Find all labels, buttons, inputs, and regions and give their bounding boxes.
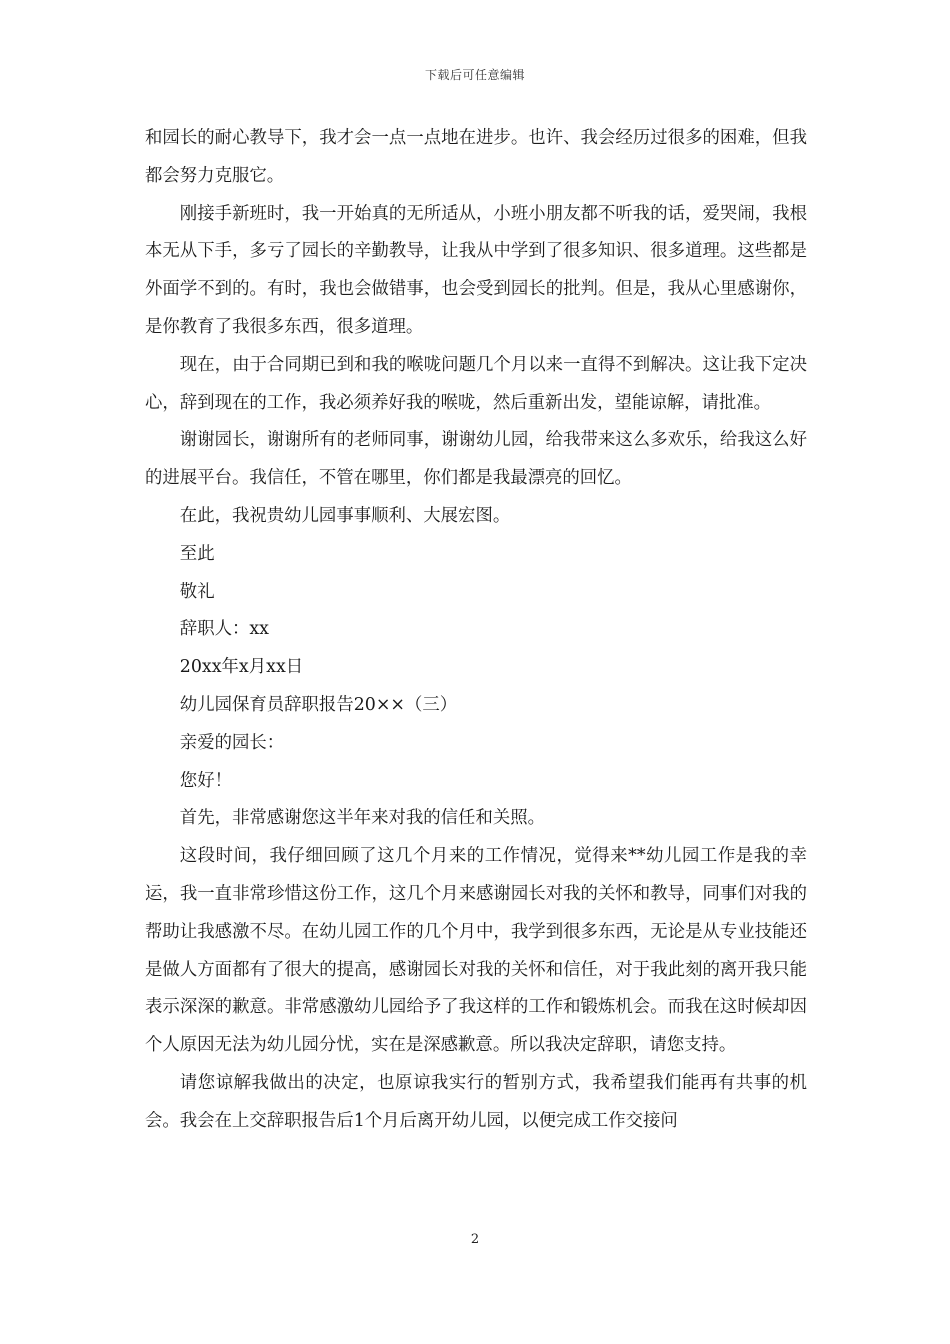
paragraph: 这段时间，我仔细回顾了这几个月来的工作情况，觉得来**幼儿园工作是我的幸运，我一直非常珍惜这份工作，这几个月来感谢园长对我的关怀和教导，同事们对我的帮助让我感激不尽。在幼儿园工作的几个月中，我学到很多东西，无论是从专业技能还是做人方面都有了很大的提高，感谢园长对我的关怀和信任，对于我此刻的离开我只能表示深深的歉意。非常感激幼儿园给予了我这样的工作和锻炼机会。而我在这时候却因个人原因无法为幼儿园分忧，实在是深感歉意。所以我决定辞职，请您支持。 bbox=[145, 846, 807, 1056]
paragraph: 请您谅解我做出的决定，也原谅我实行的暂别方式，我希望我们能再有共事的机会。我会在上交辞职报告后1个月后离开幼儿园，以便完成工作交接问 bbox=[145, 1072, 807, 1131]
paragraph: 谢谢园长，谢谢所有的老师同事，谢谢幼儿园，给我带来这么多欢乐，给我这么好的进展平台。我信任，不管在哪里，你们都是我最漂亮的回忆。 bbox=[145, 430, 807, 489]
closing-line: 至此 bbox=[179, 543, 215, 564]
paragraph: 在此，我祝贵幼儿园事事顺利、大展宏图。 bbox=[179, 505, 511, 526]
paragraph: 首先，非常感谢您这半年来对我的信任和关照。 bbox=[179, 808, 546, 829]
page-header: 下载后可任意编辑 bbox=[424, 68, 525, 82]
greeting-recipient: 亲爱的园长： bbox=[179, 732, 285, 753]
document-body bbox=[145, 120, 807, 1141]
paragraph: 和园长的耐心教导下，我才会一点一点地在进步。也许、我会经历过很多的困难，但我都会努力克服它。 bbox=[145, 128, 807, 186]
page-number: 2 bbox=[470, 1232, 480, 1247]
signature: 辞职人：xx bbox=[179, 619, 269, 640]
paragraph: 现在，由于合同期已到和我的喉咙问题几个月以来一直得不到解决。这让我下定决心，辞到现在的工作，我必须养好我的喉咙，然后重新出发，望能谅解，请批准。 bbox=[145, 354, 807, 413]
date-line: 20xx年x月xx日 bbox=[179, 657, 304, 678]
paragraph: 刚接手新班时，我一开始真的无所适从，小班小朋友都不听我的话，爱哭闹，我根本无从下手，多亏了园长的辛勤教导，让我从中学到了很多知识、很多道理。这些都是外面学不到的。有时，我也会做错事，也会受到园长的批判。但是，我从心里感谢你，是你教育了我很多东西，很多道理。 bbox=[145, 203, 807, 337]
salutation: 敬礼 bbox=[179, 581, 215, 602]
section-title: 幼儿园保育员辞职报告20××（三） bbox=[179, 694, 458, 715]
greeting: 您好！ bbox=[179, 770, 232, 791]
